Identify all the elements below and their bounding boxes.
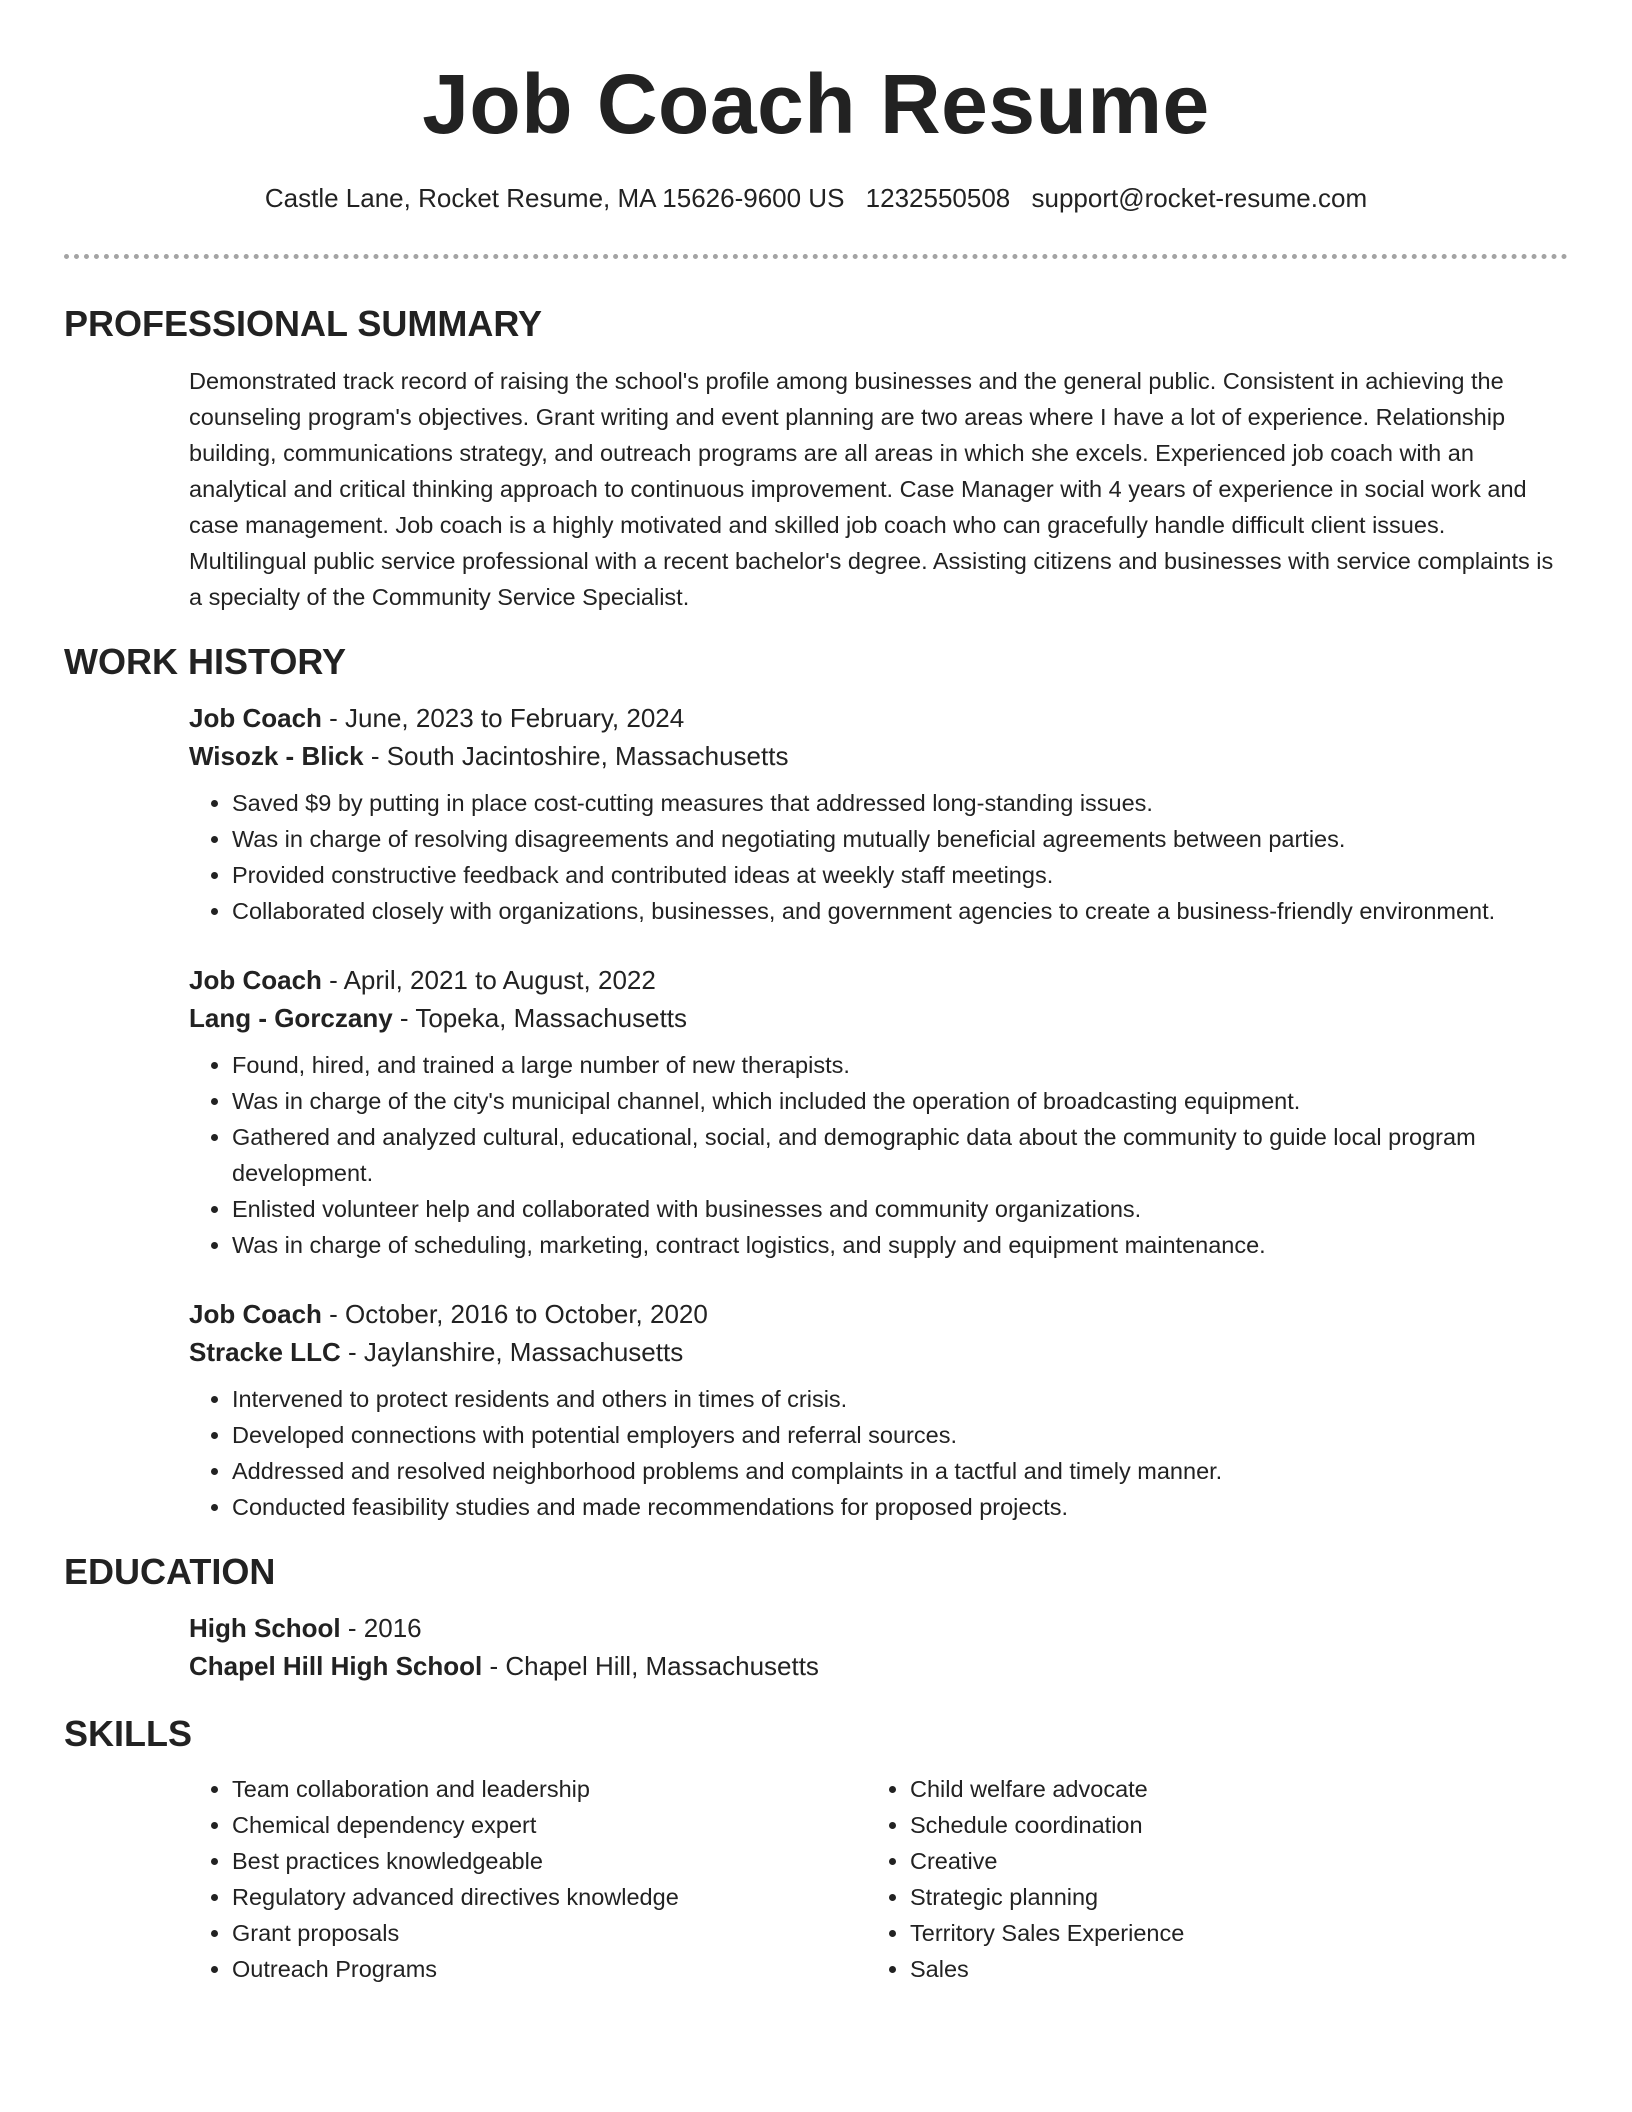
list-item: • Schedule coordination — [910, 1807, 1545, 1843]
education-entry — [189, 1609, 1568, 1685]
list-item: • Was in charge of the city's municipal channel, which included the operation of broadcasting equipment. — [232, 1083, 1568, 1119]
list-item: • Provided constructive feedback and contributed ideas at weekly staff meetings. — [232, 857, 1568, 893]
education-heading: EDUCATION — [64, 1551, 276, 1592]
education-year: - 2016 — [340, 1613, 422, 1643]
work-history-heading: WORK HISTORY — [64, 641, 347, 682]
list-item: • Team collaboration and leadership — [232, 1771, 867, 1807]
skills-column-right — [867, 1771, 1545, 1987]
job-title-line — [189, 961, 1568, 999]
contact-address: Castle Lane, Rocket Resume, MA 15626-9600 US — [264, 183, 845, 213]
skills-list-left — [189, 1771, 867, 1987]
list-item: • Chemical dependency expert — [232, 1807, 867, 1843]
job-company: Lang - Gorczany — [189, 1003, 393, 1033]
list-item: • Outreach Programs — [232, 1951, 867, 1987]
list-item: • Conducted feasibility studies and made recommendations for proposed projects. — [232, 1489, 1568, 1525]
job-bullets — [189, 1047, 1568, 1263]
job-company: Stracke LLC — [189, 1337, 341, 1367]
list-item: • Grant proposals — [232, 1915, 867, 1951]
job-dates: - June, 2023 to February, 2024 — [321, 703, 685, 733]
list-item: • Intervened to protect residents and others in times of crisis. — [232, 1381, 1568, 1417]
job-location: - Jaylanshire, Massachusetts — [340, 1337, 684, 1367]
skills-heading: SKILLS — [64, 1713, 193, 1754]
summary-body — [189, 363, 1568, 615]
work-history-section — [64, 639, 1568, 1525]
skills-grid — [189, 1771, 1568, 1987]
contact-email: support@rocket-resume.com — [1031, 183, 1368, 213]
job-entry — [189, 1295, 1568, 1525]
education-school-line — [189, 1647, 1568, 1685]
list-item: • Strategic planning — [910, 1879, 1545, 1915]
skills-section — [64, 1711, 1568, 1987]
job-company-line — [189, 1333, 1568, 1371]
summary-text: Demonstrated track record of raising the school's profile among businesses and the general public. Consistent in achieving the counseling program's objectives. Grant writing and event planning are two areas where I have a lot of experience. Relationship building, communications strategy, and outreach programs are all areas in which she excels. Experienced job coach with an analytical and critical thinking approach to continuous improvement. Case Manager with 4 years of experience in social work and case management. Job coach is a highly motivated and skilled job coach who can gracefully handle difficult client issues. Multilingual public service professional with a recent bachelor's degree. Assisting citizens and businesses with service complaints is a specialty of the Community Service Specialist. — [189, 368, 1554, 610]
job-dates: - October, 2016 to October, 2020 — [321, 1299, 708, 1329]
education-location: - Chapel Hill, Massachusetts — [482, 1651, 819, 1681]
job-company: Wisozk - Blick — [189, 741, 364, 771]
job-title-line — [189, 699, 1568, 737]
job-bullets — [189, 785, 1568, 929]
header-divider — [64, 254, 1568, 259]
list-item: • Best practices knowledgeable — [232, 1843, 867, 1879]
education-school: Chapel Hill High School — [189, 1651, 483, 1681]
list-item: • Creative — [910, 1843, 1545, 1879]
list-item: • Child welfare advocate — [910, 1771, 1545, 1807]
job-company-line — [189, 737, 1568, 775]
list-item: • Was in charge of resolving disagreements and negotiating mutually beneficial agreements between parties. — [232, 821, 1568, 857]
job-location: - Topeka, Massachusetts — [392, 1003, 688, 1033]
list-item: • Addressed and resolved neighborhood problems and complaints in a tactful and timely manner. — [232, 1453, 1568, 1489]
skills-list-right — [867, 1771, 1545, 1987]
list-item: • Found, hired, and trained a large number of new therapists. — [232, 1047, 1568, 1083]
job-location: - South Jacintoshire, Massachusetts — [363, 741, 789, 771]
list-item: • Collaborated closely with organizations, businesses, and government agencies to create a business-friendly environment. — [232, 893, 1568, 929]
job-entry — [189, 961, 1568, 1263]
job-title: Job Coach — [189, 703, 322, 733]
job-bullets — [189, 1381, 1568, 1525]
summary-heading: PROFESSIONAL SUMMARY — [64, 303, 543, 344]
list-item: • Developed connections with potential employers and referral sources. — [232, 1417, 1568, 1453]
skills-column-left — [189, 1771, 867, 1987]
list-item: • Was in charge of scheduling, marketing, contract logistics, and supply and equipment maintenance. — [232, 1227, 1568, 1263]
list-item: • Sales — [910, 1951, 1545, 1987]
education-degree: High School — [189, 1613, 341, 1643]
job-company-line — [189, 999, 1568, 1037]
job-title: Job Coach — [189, 965, 322, 995]
list-item: • Territory Sales Experience — [910, 1915, 1545, 1951]
job-title: Job Coach — [189, 1299, 322, 1329]
contact-line — [64, 180, 1568, 216]
list-item: • Gathered and analyzed cultural, educational, social, and demographic data about the community to guide local program development. — [232, 1119, 1568, 1191]
job-dates: - April, 2021 to August, 2022 — [321, 965, 656, 995]
job-entry — [189, 699, 1568, 929]
education-section — [64, 1549, 1568, 1685]
job-title-line — [189, 1295, 1568, 1333]
contact-phone: 1232550508 — [865, 183, 1011, 213]
resume-title: Job Coach Resume — [422, 57, 1210, 151]
education-degree-line — [189, 1609, 1568, 1647]
list-item: • Enlisted volunteer help and collaborated with businesses and community organizations. — [232, 1191, 1568, 1227]
summary-section — [64, 301, 1568, 615]
list-item: • Regulatory advanced directives knowledge — [232, 1879, 867, 1915]
list-item: • Saved $9 by putting in place cost-cutting measures that addressed long-standing issues. — [232, 785, 1568, 821]
